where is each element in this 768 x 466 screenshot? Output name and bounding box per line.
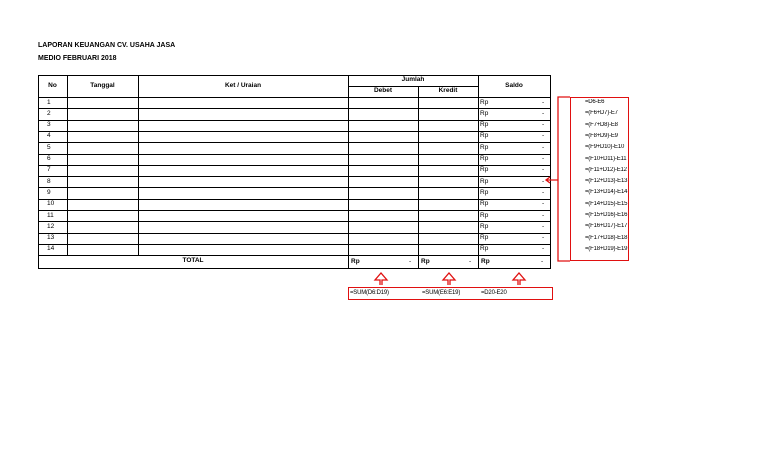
header-jumlah: Jumlah [401,76,425,84]
up-arrow-kredit [443,273,455,285]
saldo-dash: - [542,222,545,230]
total-saldo-dash: - [541,258,544,266]
grid-line [138,75,139,255]
saldo-currency: Rp [480,98,489,106]
saldo-currency: Rp [480,177,489,185]
grid-line [38,255,550,256]
saldo-dash: - [542,245,545,253]
row-number: 10 [47,200,55,208]
saldo-currency: Rp [480,211,489,219]
saldo-dash: - [542,132,545,140]
grid-line [38,233,550,234]
header-kredit: Kredit [438,87,458,95]
report-title: LAPORAN KEUANGAN CV. USAHA JASA [38,42,176,49]
row-number: 5 [47,143,51,151]
saldo-currency: Rp [480,121,489,129]
grid-line [38,75,39,268]
grid-line [38,221,550,222]
saldo-formula: =(F12+D13)-E13 [585,178,628,185]
grid-line [550,75,551,269]
saldo-formula: =(F18+D19)-E19 [585,245,628,252]
up-arrow-saldo [513,273,525,285]
total-debet-dash: - [409,258,412,266]
grid-line [478,75,479,268]
saldo-formula: =(F9+D10)-E10 [585,144,625,151]
saldo-formula: =(F7+D8)-E8 [585,121,618,128]
header-ket-uraian: Ket / Uraian [224,81,262,89]
saldo-dash: - [542,143,545,151]
grid-line [38,187,550,188]
row-number: 14 [47,245,55,253]
row-number: 8 [47,177,51,185]
row-number: 13 [47,234,55,242]
saldo-dash: - [542,121,545,129]
row-number: 1 [47,98,51,106]
saldo-formula: =(F10+D11)-E11 [585,155,627,162]
grid-line [38,268,550,269]
grid-line [38,176,550,177]
row-number: 11 [47,211,54,219]
header-no: No [48,81,57,89]
grid-line [38,154,550,155]
saldo-dash: - [542,155,545,162]
saldo-dash: - [542,177,545,185]
saldo-formula: =(F15+D16)-E16 [585,212,628,218]
row-number: 3 [47,121,51,129]
saldo-dash: - [542,200,545,208]
saldo-currency: Rp [480,109,489,117]
row-number: 9 [47,188,51,196]
grid-line [38,165,550,166]
row-number: 7 [47,166,51,174]
header-saldo: Saldo [505,81,523,89]
saldo-formula: =(F17+D18)-E18 [585,234,628,241]
saldo-currency: Rp [480,188,489,196]
row-number: 6 [47,155,51,162]
saldo-formula: =(F16+D17)-E17 [585,223,628,230]
saldo-dash: - [542,166,545,174]
saldo-formula: =(F14+D15)-E15 [585,200,628,207]
grid-line [348,75,349,268]
saldo-dash: - [542,211,545,219]
grid-line [38,210,550,211]
grid-line [38,244,550,245]
formula-total-kredit: =SUM(E6:E19) [422,290,461,296]
saldo-dash: - [542,188,545,196]
row-number: 2 [47,109,51,117]
saldo-formula: =(F11+D12)-E12 [585,166,627,173]
saldo-formula: =(F6+D7)-E7 [585,110,618,117]
grid-line [38,131,550,132]
header-debet: Debet [373,87,393,95]
saldo-currency: Rp [480,234,489,242]
grid-line [38,97,550,98]
saldo-dash: - [542,98,545,106]
grid-line [38,108,550,109]
report-period: MEDIO FEBRUARI 2018 [38,55,117,62]
total-label: TOTAL [182,256,204,264]
row-number: 12 [47,222,55,230]
saldo-currency: Rp [480,222,489,230]
up-arrow-debet [375,273,387,285]
formula-total-saldo: =D20-E20 [481,290,507,296]
saldo-currency: Rp [480,132,489,140]
row-number: 4 [47,132,51,140]
grid-line [38,199,550,200]
grid-line [67,75,68,255]
saldo-currency: Rp [480,200,489,208]
header-tanggal: Tanggal [90,81,115,89]
total-saldo-currency: Rp [481,258,490,266]
saldo-formula: =(F13+D14)-E14 [585,189,628,196]
grid-line [418,86,419,268]
saldo-currency: Rp [480,155,489,162]
saldo-dash: - [542,109,545,117]
saldo-dash: - [542,234,545,242]
saldo-currency: Rp [480,143,489,151]
grid-line [38,142,550,143]
saldo-formula: =(F8+D9)-E9 [585,132,618,139]
total-debet-currency: Rp [351,258,360,266]
grid-line [38,120,550,121]
saldo-currency: Rp [480,245,489,253]
saldo-currency: Rp [480,166,489,174]
total-kredit-currency: Rp [421,258,430,266]
saldo-formula: =D6-E6 [585,99,605,105]
formula-total-debet: =SUM(D6:D19) [350,290,389,296]
total-kredit-dash: - [469,258,472,266]
